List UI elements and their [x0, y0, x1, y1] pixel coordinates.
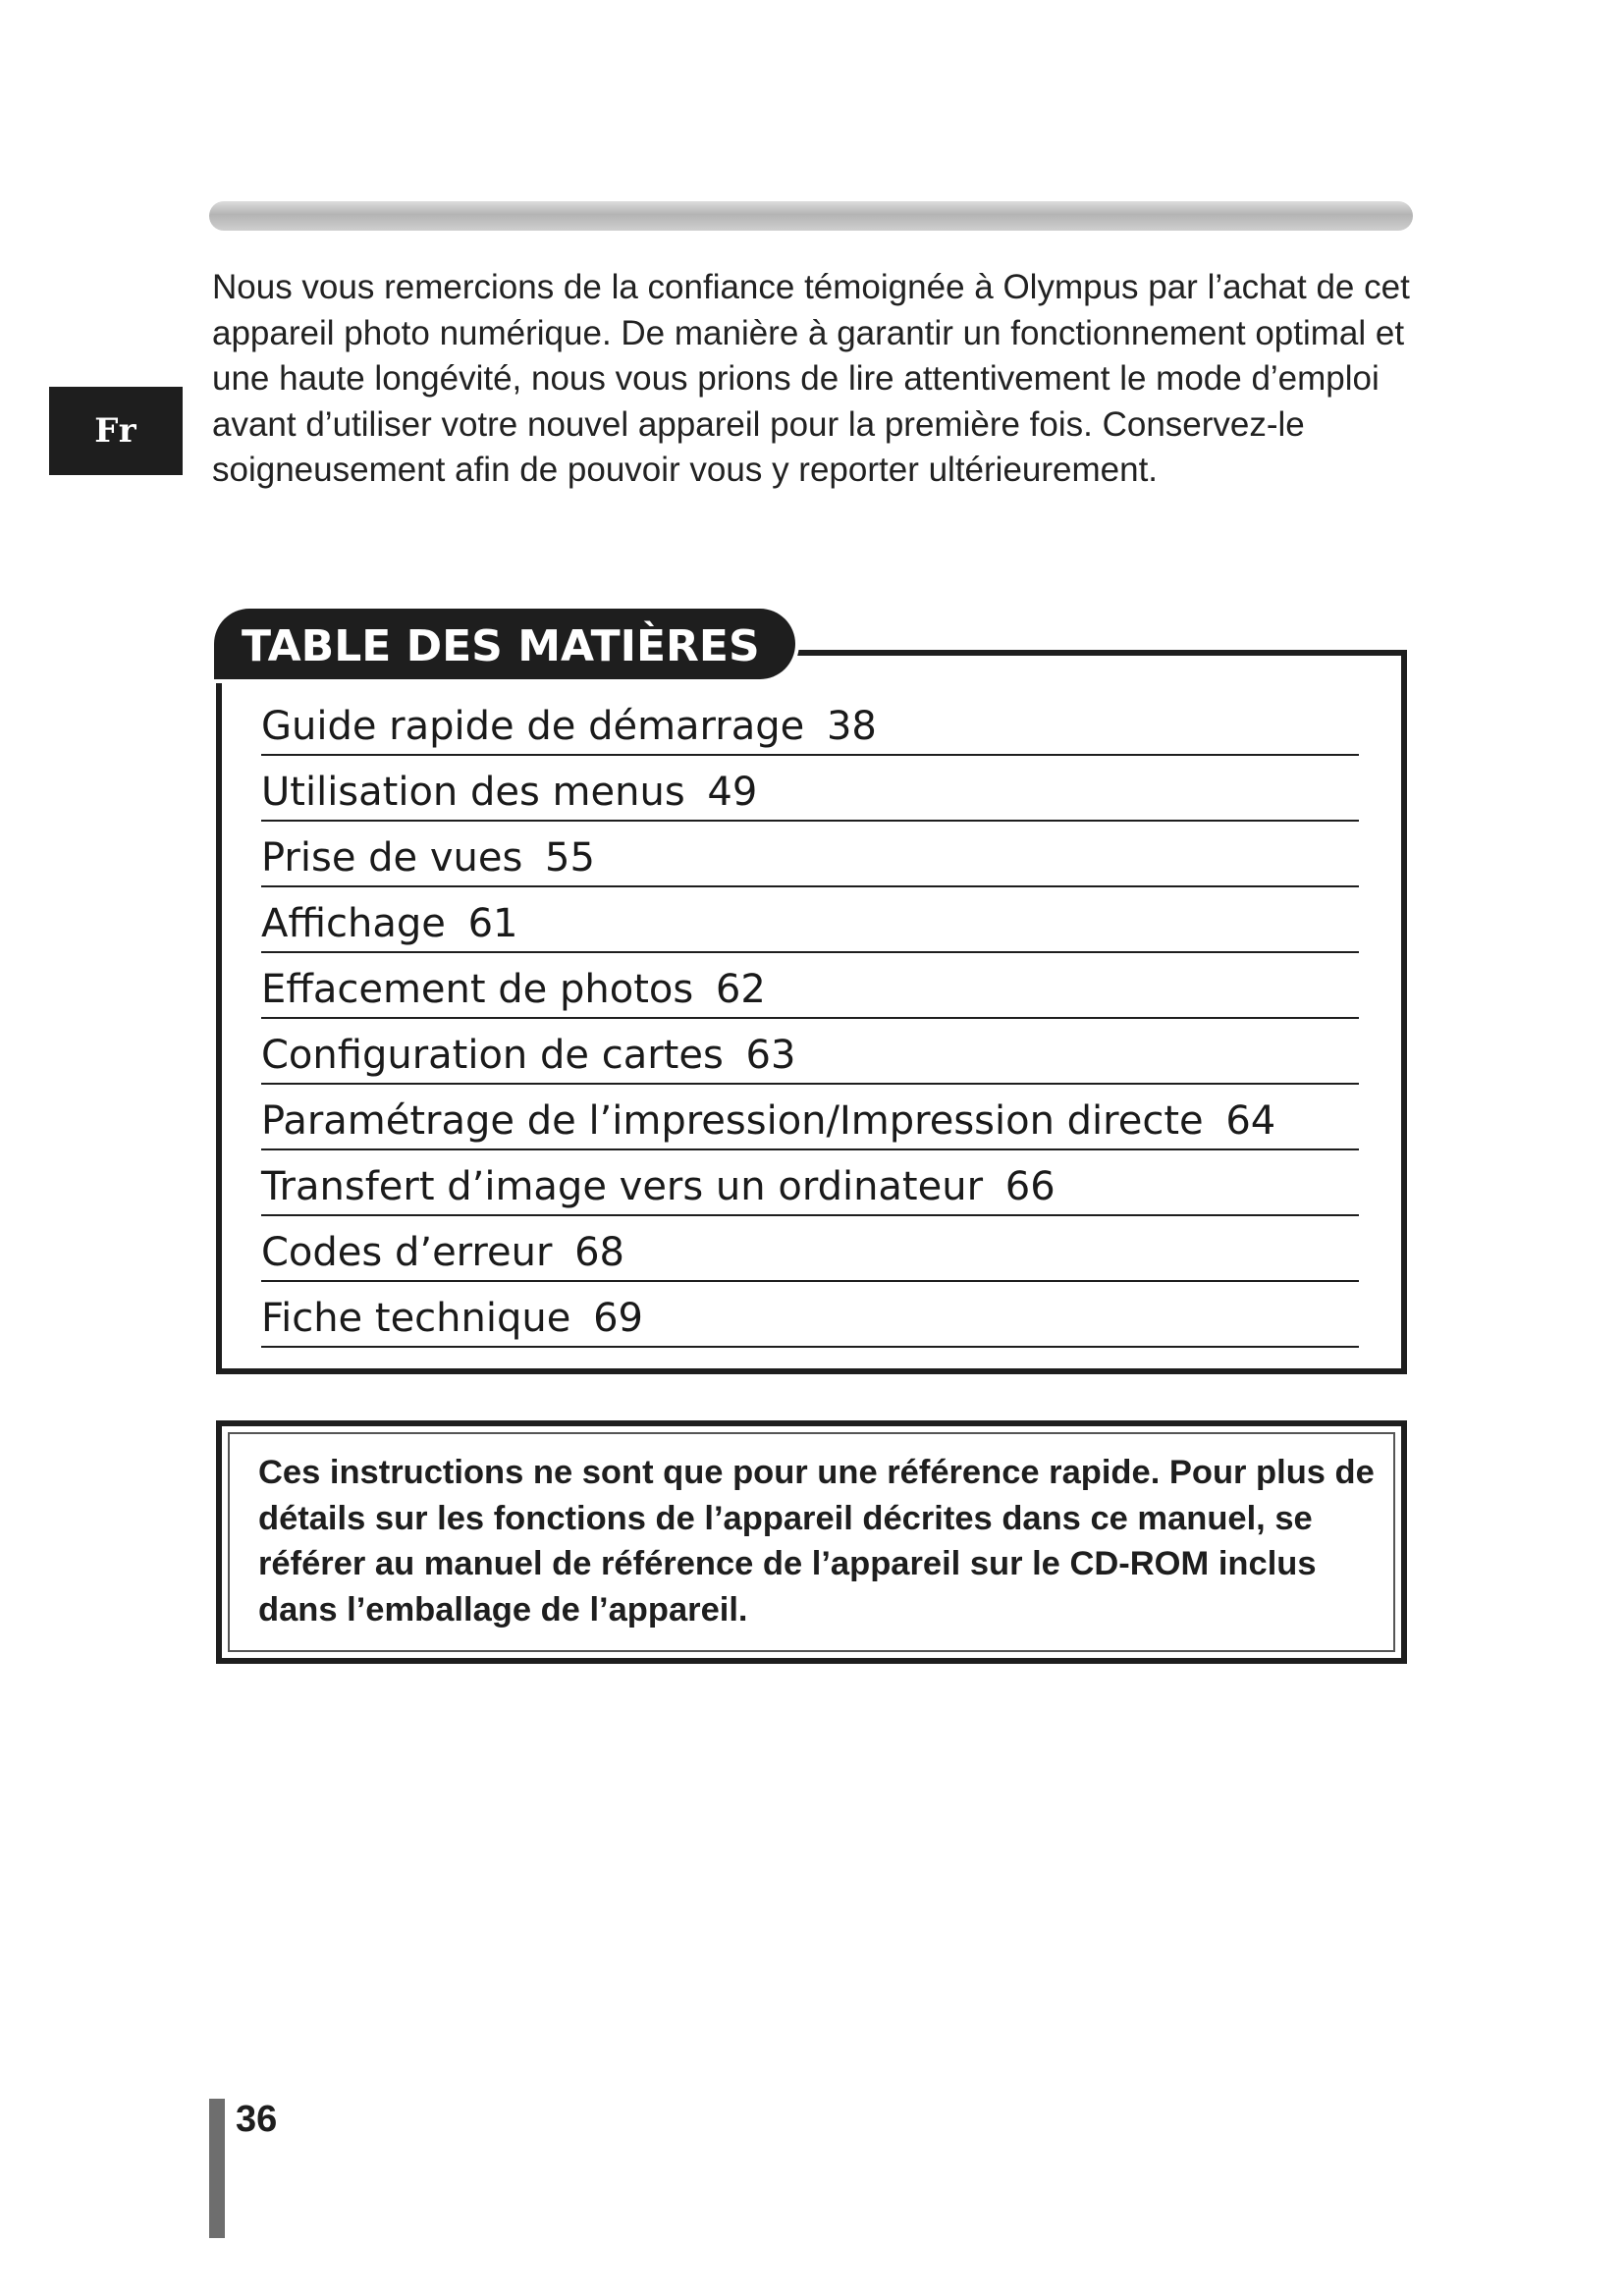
page-number-bar	[209, 2099, 225, 2238]
toc-item[interactable]	[261, 1085, 1359, 1150]
toc-item-page: 63	[745, 1033, 796, 1078]
toc-item[interactable]	[261, 1282, 1359, 1348]
toc-item[interactable]	[261, 822, 1359, 887]
language-tab: Fr	[49, 387, 183, 475]
toc-item-label: Effacement de photos	[261, 967, 694, 1012]
page-number: 36	[236, 2099, 278, 2140]
toc-item-label: Configuration de cartes	[261, 1033, 724, 1078]
toc-item[interactable]	[261, 887, 1359, 953]
toc-item-page: 61	[467, 901, 518, 946]
toc-item[interactable]	[261, 690, 1359, 756]
toc-item[interactable]	[261, 1150, 1359, 1216]
toc-item-page: 62	[715, 967, 766, 1012]
toc-item-label: Affichage	[261, 901, 446, 946]
toc-item-page: 66	[1004, 1164, 1056, 1209]
toc-item-page: 64	[1225, 1098, 1276, 1144]
toc-item-page: 38	[826, 704, 877, 749]
toc-item-label: Paramétrage de l’impression/Impression directe	[261, 1098, 1204, 1144]
toc-item-label: Utilisation des menus	[261, 770, 685, 815]
toc-item[interactable]	[261, 953, 1359, 1019]
toc-item[interactable]	[261, 756, 1359, 822]
toc-item-label: Transfert d’image vers un ordinateur	[261, 1164, 984, 1209]
toc-item[interactable]	[261, 1216, 1359, 1282]
toc-item-label: Fiche technique	[261, 1296, 571, 1341]
note-text: Ces instructions ne sont que pour une référence rapide. Pour plus de détails sur les fonctions de l’appareil décrites dans ce manuel, se référer au manuel de référence de l’appareil sur le CD-ROM inclus dans l’emballage de l’appareil.	[258, 1454, 1375, 1629]
toc-item[interactable]	[261, 1019, 1359, 1085]
toc-list	[261, 690, 1359, 1348]
header-rule	[209, 201, 1413, 231]
toc-item-label: Codes d’erreur	[261, 1230, 553, 1275]
toc-title: TABLE DES MATIÈRES	[214, 609, 795, 679]
toc-item-page: 69	[593, 1296, 643, 1341]
toc-item-label: Prise de vues	[261, 835, 523, 881]
toc-item-label: Guide rapide de démarrage	[261, 704, 805, 749]
toc-item-page: 55	[545, 835, 595, 881]
intro-paragraph: Nous vous remercions de la confiance témoignée à Olympus par l’achat de cet appareil photo numérique. De manière à garantir un fonctionnement optimal et une haute longévité, nous vous prions de lire attentivement le mode d’emploi avant d’utiliser votre nouvel appareil pour la première fois. Conservez-le soigneusement afin de pouvoir vous y reporter ultérieurement.	[212, 268, 1410, 489]
toc-item-page: 68	[574, 1230, 625, 1275]
toc-item-page: 49	[707, 770, 758, 815]
